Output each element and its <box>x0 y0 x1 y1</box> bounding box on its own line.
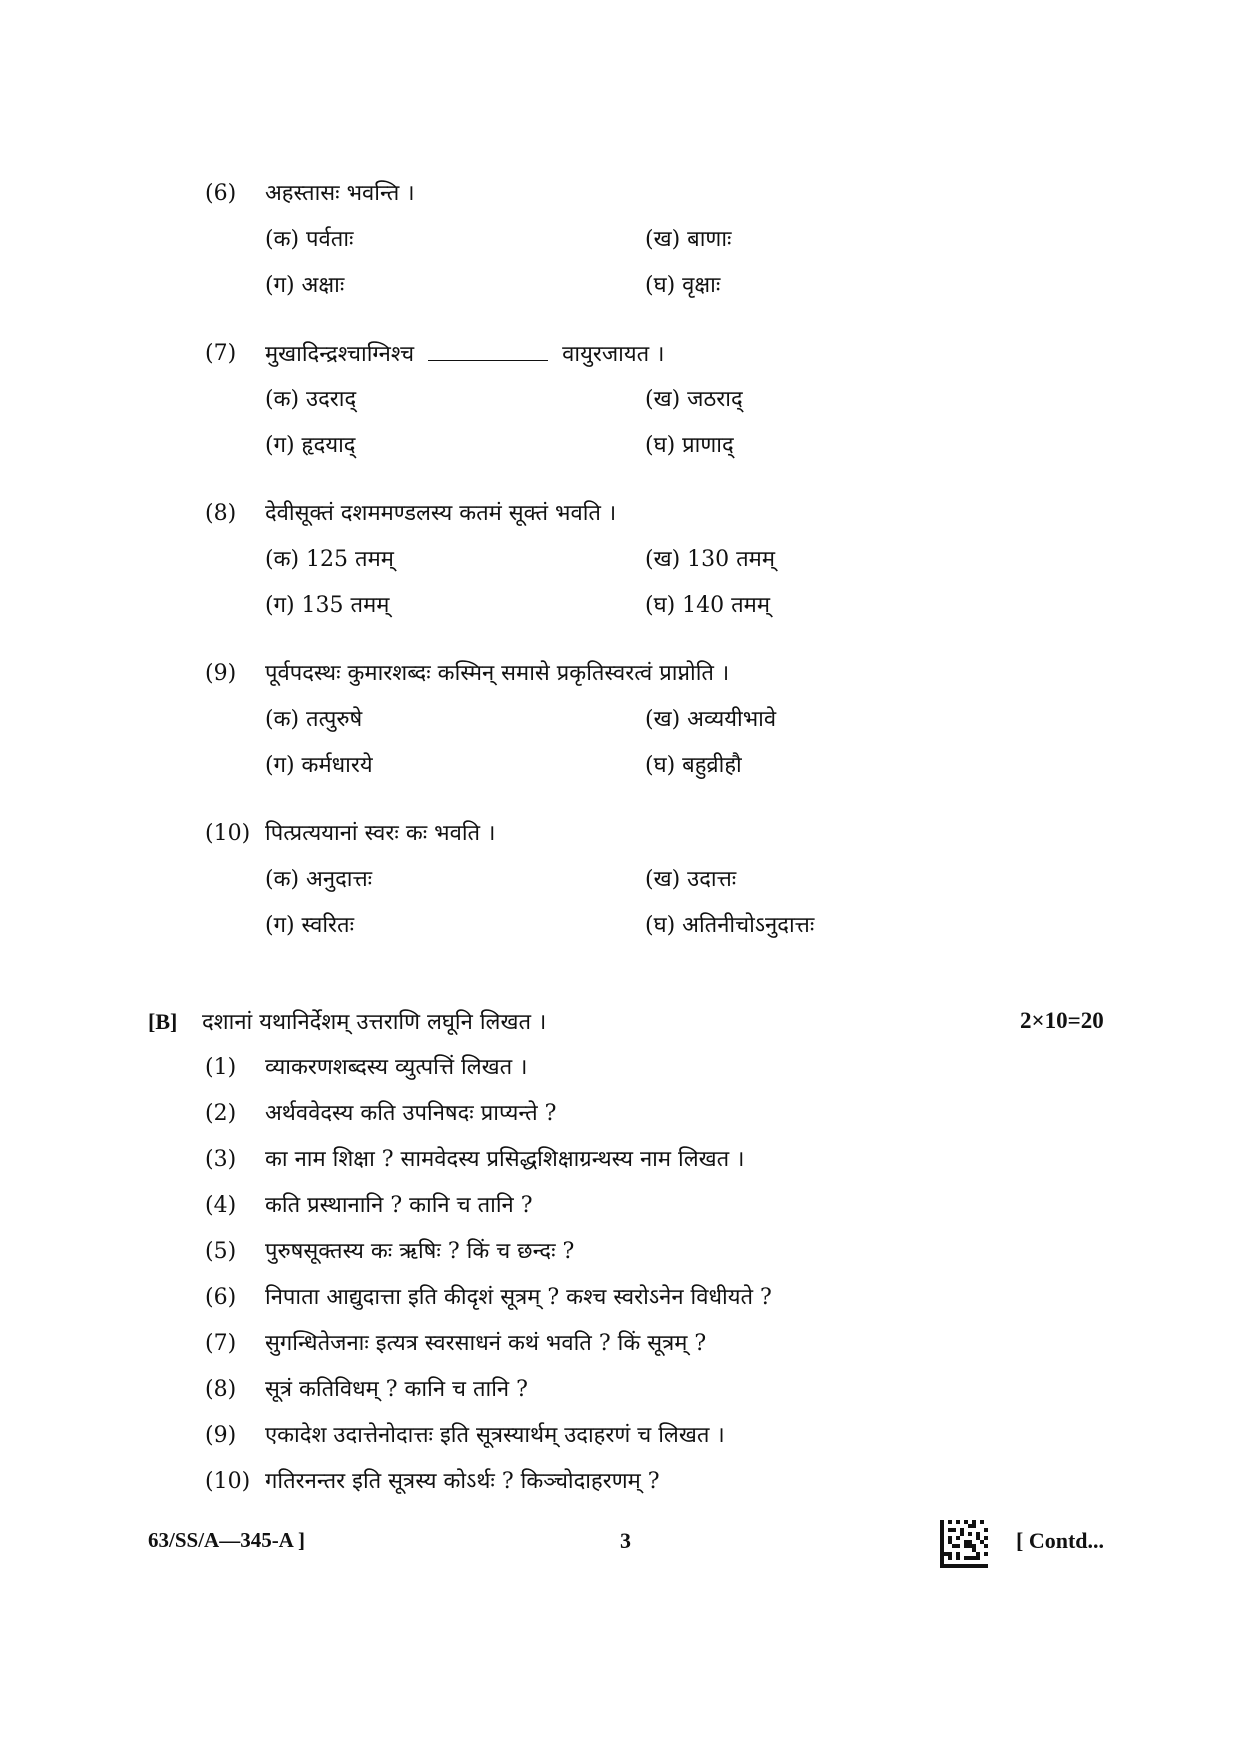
question-text: अर्थववेदस्य कति उपनिषदः प्राप्यन्ते ? <box>265 1101 557 1126</box>
question-number: (6) <box>205 181 237 206</box>
question-number: (5) <box>205 1239 237 1264</box>
continued-label: [ Contd... <box>1016 1528 1105 1553</box>
fill-in-blank <box>428 340 548 361</box>
section-b-question <box>205 1330 706 1358</box>
question-text: निपाता आद्युदात्ता इति कीदृशं सूत्रम् ? कश्च स्वरोऽनेन विधीयते ? <box>265 1285 772 1310</box>
question-number: (9) <box>205 1423 237 1448</box>
option-kha: (ख) अव्ययीभावे <box>645 707 777 732</box>
question-stem-after-blank: वायुरजायत । <box>562 342 665 367</box>
section-label: [B] <box>148 1009 178 1034</box>
option-ka: (क) पर्वताः <box>265 227 354 252</box>
question-number: (8) <box>205 501 237 526</box>
question-stem: अहस्तासः भवन्ति । <box>265 181 415 206</box>
section-b-question <box>205 1192 533 1220</box>
option-ga: (ग) अक्षाः <box>265 273 345 298</box>
section-marks: 2×10=20 <box>1020 1008 1104 1033</box>
question-stem: पूर्वपदस्थः कुमारशब्दः कस्मिन् समासे प्रकृतिस्वरत्वं प्राप्नोति । <box>265 661 730 686</box>
question-number: (9) <box>205 661 237 686</box>
question-number: (2) <box>205 1101 237 1126</box>
option-ga: (ग) कर्मधारये <box>265 753 373 778</box>
option-kha: (ख) जठराद् <box>645 387 743 412</box>
question-number: (1) <box>205 1055 237 1080</box>
option-ka: (क) अनुदात्तः <box>265 867 373 892</box>
section-b-question <box>205 1054 528 1082</box>
option-gha: (घ) प्राणाद् <box>645 433 734 458</box>
question-number: (8) <box>205 1377 237 1402</box>
section-b-question <box>205 1284 772 1312</box>
option-ka: (क) 125 तमम् <box>265 547 394 572</box>
question-text: सुगन्धितेजनाः इत्यत्र स्वरसाधनं कथं भवति ? किं सूत्रम् ? <box>265 1331 707 1356</box>
section-b-question <box>205 1100 556 1128</box>
option-gha: (घ) बहुव्रीहौ <box>645 753 742 778</box>
option-gha: (घ) 140 तमम् <box>645 593 770 618</box>
question-text: गतिरनन्तर इति सूत्रस्य कोऽर्थः ? किञ्चोदाहरणम् ? <box>265 1469 660 1494</box>
question-text: का नाम शिक्षा ? सामवेदस्य प्रसिद्धशिक्षाग्रन्थस्य नाम लिखत । <box>265 1147 745 1172</box>
option-kha: (ख) 130 तमम् <box>645 547 775 572</box>
section-b-question <box>205 1468 660 1496</box>
page-number: 3 <box>620 1528 631 1553</box>
qr-code-icon <box>940 1520 988 1568</box>
option-ga: (ग) 135 तमम् <box>265 593 390 618</box>
option-kha: (ख) उदात्तः <box>645 867 737 892</box>
section-b-header <box>148 1008 546 1037</box>
question-number: (7) <box>205 1331 237 1356</box>
question-text: एकादेश उदात्तेनोदात्तः इति सूत्रस्यार्थम् उदाहरणं च लिखत । <box>265 1423 725 1448</box>
question-text: पुरुषसूक्तस्य कः ऋषिः ? किं च छन्दः ? <box>265 1239 575 1264</box>
question-number: (10) <box>205 821 251 846</box>
question-text: सूत्रं कतिविधम् ? कानि च तानि ? <box>265 1377 528 1402</box>
question-number: (10) <box>205 1469 251 1494</box>
option-ka: (क) उदराद् <box>265 387 357 412</box>
option-ka: (क) तत्पुरुषे <box>265 707 363 732</box>
section-b-question <box>205 1376 528 1404</box>
question-stem-before-blank: मुखादिन्द्रश्चाग्निश्च <box>265 342 415 367</box>
question-number: (7) <box>205 341 237 366</box>
question-text: कति प्रस्थानानि ? कानि च तानि ? <box>265 1193 533 1218</box>
question-number: (4) <box>205 1193 237 1218</box>
option-kha: (ख) बाणाः <box>645 227 732 252</box>
question-stem: पित्प्रत्ययानां स्वरः कः भवति । <box>265 821 496 846</box>
paper-code: 63/SS/A—345-A ] <box>148 1528 305 1552</box>
section-b-question <box>205 1146 745 1174</box>
section-b-question <box>205 1422 725 1450</box>
option-ga: (ग) हृदयाद् <box>265 433 356 458</box>
section-instruction: दशानां यथानिर्देशम् उत्तराणि लघूनि लिखत । <box>202 1010 547 1035</box>
question-number: (6) <box>205 1285 237 1310</box>
question-text: व्याकरणशब्दस्य व्युत्पत्तिं लिखत । <box>265 1055 528 1080</box>
option-gha: (घ) अतिनीचोऽनुदात्तः <box>645 913 815 938</box>
option-gha: (घ) वृक्षाः <box>645 273 721 298</box>
section-b-question <box>205 1238 574 1266</box>
question-number: (3) <box>205 1147 237 1172</box>
question-stem: देवीसूक्तं दशममण्डलस्य कतमं सूक्तं भवति । <box>265 501 617 526</box>
option-ga: (ग) स्वरितः <box>265 913 355 938</box>
